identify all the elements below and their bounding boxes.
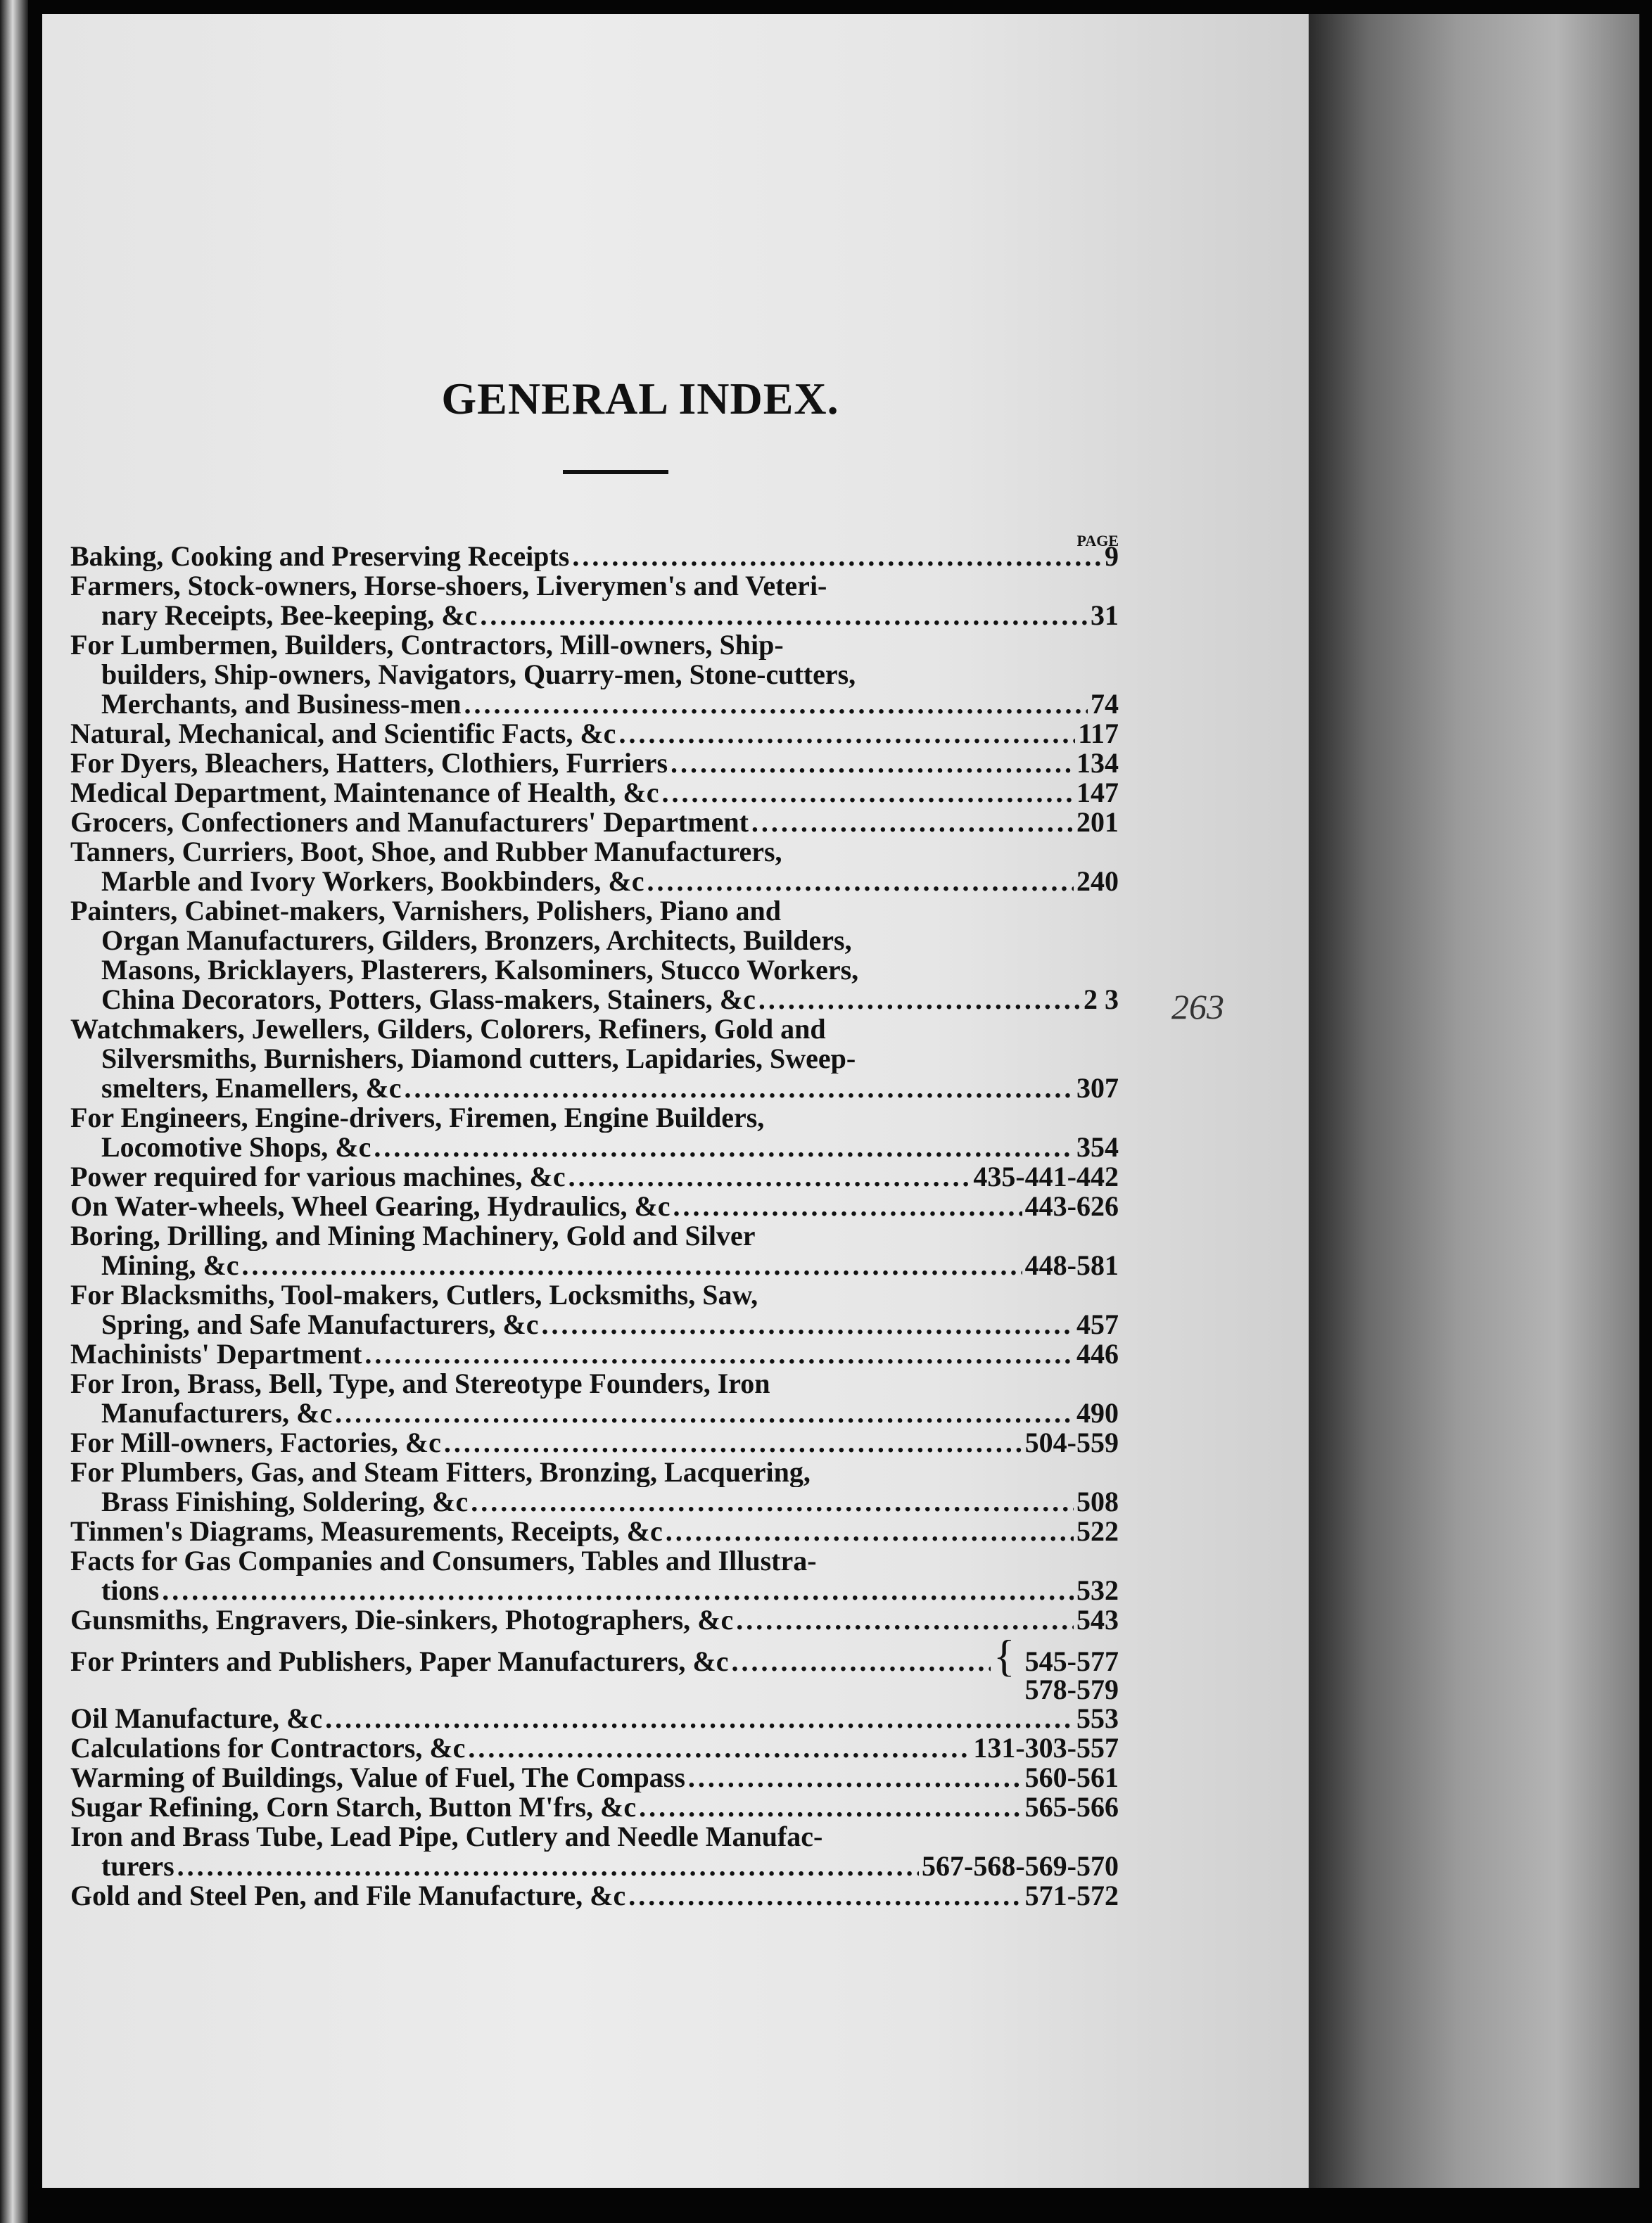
index-entry [70,1704,1119,1733]
index-entry [70,837,1119,896]
dot-leader [468,1733,970,1763]
entry-text: For Dyers, Bleachers, Hatters, Clothiers, Furriers [70,749,668,778]
dot-leader [639,1792,1022,1822]
entry-text: Manufacturers, &c [101,1399,333,1428]
dot-leader [572,542,1102,571]
index-entry [70,1763,1119,1792]
dot-leader [671,749,1074,778]
page-number: 571-572 [1024,1881,1119,1911]
entry-text: Brass Finishing, Soldering, &c [101,1487,469,1517]
index-entry [70,1822,1119,1881]
index-entry [70,630,1119,719]
page-number: 490 [1076,1399,1119,1428]
dot-leader [731,1647,990,1676]
entry-text: For Iron, Brass, Bell, Type, and Stereotype Founders, Iron [70,1369,770,1399]
entry-text: Warming of Buildings, Value of Fuel, The Compass [70,1763,685,1792]
index-entry [70,1517,1119,1546]
page-number: 2 3 [1084,985,1119,1014]
page-number: 131-303-557 [973,1733,1119,1763]
page-number: 448-581 [1024,1251,1119,1280]
entry-text: Boring, Drilling, and Mining Machinery, Gold and Silver [70,1221,756,1251]
index-entry [70,1103,1119,1162]
dot-leader [758,985,1081,1014]
dot-leader [464,689,1088,719]
entry-text: Painters, Cabinet-makers, Varnishers, Polishers, Piano and [70,896,782,926]
index-entry [70,571,1119,630]
index-entry [70,749,1119,778]
index-entry [70,1635,1119,1704]
dot-leader [688,1763,1022,1792]
page-number: 435-441-442 [973,1162,1119,1192]
page-number: 240 [1076,867,1119,896]
dot-leader [374,1133,1074,1162]
page-column-header: PAGE [1076,532,1119,549]
entry-text: For Engineers, Engine-drivers, Firemen, Engine Builders, [70,1103,765,1133]
page-number: 354 [1076,1133,1119,1162]
entry-text: Grocers, Confectioners and Manufacturers' Department [70,808,749,837]
index-entry [70,1014,1119,1103]
page-number: 565-566 [1024,1792,1119,1822]
dot-leader [751,808,1074,837]
page-number: 522 [1076,1517,1119,1546]
entry-text: Tanners, Curriers, Boot, Shoe, and Rubber Manufacturers, [70,837,782,867]
entry-text: turers [101,1852,174,1881]
handwritten-note: 263 [1171,987,1224,1026]
entry-text: Gold and Steel Pen, and File Manufacture, &c [70,1881,626,1911]
entry-text: builders, Ship-owners, Navigators, Quarry-men, Stone-cutters, [101,660,856,689]
page-number: 74 [1091,689,1119,719]
entry-text: Silversmiths, Burnishers, Diamond cutters, Lapidaries, Sweep- [101,1044,856,1074]
dot-leader [364,1339,1074,1369]
entry-text: Merchants, and Business-men [101,689,462,719]
entry-text: Calculations for Contractors, &c [70,1733,466,1763]
index-entry [70,808,1119,837]
dot-leader [618,719,1075,749]
index-entry [70,1792,1119,1822]
dot-leader [242,1251,1022,1280]
page-number: 532 [1076,1576,1119,1605]
dot-leader [647,867,1074,896]
page-number: 443-626 [1024,1192,1119,1221]
dot-leader [673,1192,1022,1221]
page-number: 31 [1091,601,1119,630]
page-number: 457 [1076,1310,1119,1339]
index-entry [70,1280,1119,1339]
page-number: 545-577 [1024,1645,1119,1677]
index-entry [70,1881,1119,1911]
dot-leader [480,601,1088,630]
entry-text: Organ Manufacturers, Gilders, Bronzers, Architects, Builders, [101,926,852,955]
page-number: 543 [1076,1605,1119,1635]
entry-text: Baking, Cooking and Preserving Receipts [70,542,570,571]
index-entry [70,1546,1119,1605]
entry-text: Medical Department, Maintenance of Health, &c [70,778,659,808]
entry-text: Oil Manufacture, &c [70,1704,323,1733]
page-number: 578-579 [1024,1674,1119,1704]
entry-text: Spring, and Safe Manufacturers, &c [101,1310,539,1339]
page-number: 508 [1076,1487,1119,1517]
brace-glyph: { [993,1635,1015,1681]
page-number: 307 [1076,1074,1119,1103]
entry-text: Gunsmiths, Engravers, Die-sinkers, Photographers, &c [70,1605,734,1635]
dot-leader [568,1162,971,1192]
index-entry [70,1192,1119,1221]
page-number: 134 [1076,749,1119,778]
entry-text: For Mill-owners, Factories, &c [70,1428,441,1458]
entry-text: Marble and Ivory Workers, Bookbinders, &c [101,867,644,896]
entry-text: For Lumbermen, Builders, Contractors, Mill-owners, Ship- [70,630,784,660]
entry-text: tions [101,1576,160,1605]
entry-text: For Blacksmiths, Tool-makers, Cutlers, Locksmiths, Saw, [70,1280,758,1310]
page-number: 553 [1076,1704,1119,1733]
entry-text: Natural, Mechanical, and Scientific Facts, &c [70,719,616,749]
entry-text: Facts for Gas Companies and Consumers, Tables and Illustra- [70,1546,817,1576]
entry-text: Sugar Refining, Corn Starch, Button M'frs, &c [70,1792,637,1822]
page-number: 567-568-569-570 [922,1852,1119,1881]
entry-text: Masons, Bricklayers, Plasterers, Kalsominers, Stucco Workers, [101,955,859,985]
index-entry [70,542,1119,571]
dot-leader [177,1852,919,1881]
dot-leader [471,1487,1074,1517]
index-entry [70,1369,1119,1428]
page-number: 560-561 [1024,1763,1119,1792]
entry-text: Machinists' Department [70,1339,362,1369]
index-entries [70,542,1119,1911]
page-number: 147 [1076,778,1119,808]
entry-text: On Water-wheels, Wheel Gearing, Hydraulics, &c [70,1192,671,1221]
index-entry [70,1339,1119,1369]
page-title: GENERAL INDEX. [441,374,839,423]
index-entry [70,1458,1119,1517]
entry-text: nary Receipts, Bee-keeping, &c [101,601,478,630]
dot-leader [666,1517,1074,1546]
page-number-group [1024,1645,1119,1704]
page-number: 201 [1076,808,1119,837]
index-entry [70,1221,1119,1280]
entry-text: For Plumbers, Gas, and Steam Fitters, Bronzing, Lacquering, [70,1458,811,1487]
dot-leader [162,1576,1074,1605]
index-entry [70,778,1119,808]
page-number: 9 [1105,542,1119,571]
dot-leader [335,1399,1074,1428]
index-entry [70,719,1119,749]
dot-leader [325,1704,1074,1733]
entry-text: smelters, Enamellers, &c [101,1074,402,1103]
dot-leader [736,1605,1074,1635]
entry-text: China Decorators, Potters, Glass-makers, Stainers, &c [101,985,756,1014]
entry-text: Locomotive Shops, &c [101,1133,371,1162]
index-entry [70,1162,1119,1192]
dot-leader [541,1310,1074,1339]
dot-leader [628,1881,1022,1911]
book-page-edges [1309,14,1639,2188]
page-number: 504-559 [1024,1428,1119,1458]
dot-leader [661,778,1074,808]
entry-text: Watchmakers, Jewellers, Gilders, Colorers, Refiners, Gold and [70,1014,826,1044]
dot-leader [444,1428,1022,1458]
page-number: 117 [1078,719,1119,749]
entry-text: Farmers, Stock-owners, Horse-shoers, Liverymen's and Veteri- [70,571,827,601]
entry-text: For Printers and Publishers, Paper Manufacturers, &c [70,1645,729,1677]
entry-text: Power required for various machines, &c [70,1162,566,1192]
index-entry [70,896,1119,1014]
page-number: 446 [1076,1339,1119,1369]
dot-leader [405,1074,1074,1103]
index-entry [70,1733,1119,1763]
entry-text: Tinmen's Diagrams, Measurements, Receipts, &c [70,1517,663,1546]
index-entry [70,1428,1119,1458]
adjacent-page-edge [0,0,28,2223]
entry-text: Iron and Brass Tube, Lead Pipe, Cutlery and Needle Manufac- [70,1822,823,1852]
index-entry [70,1605,1119,1635]
entry-text: Mining, &c [101,1251,239,1280]
title-rule [563,470,668,474]
